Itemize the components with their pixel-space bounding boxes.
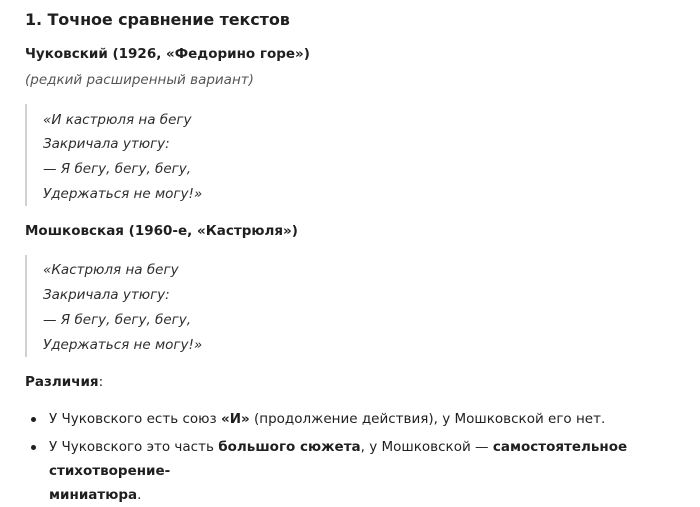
list-item <box>25 407 675 431</box>
quote-line: «И кастрюля на бегу <box>43 112 192 128</box>
chukovsky-heading: Чуковский (1926, «Федорино горе») <box>25 46 310 62</box>
differences-heading <box>25 373 103 391</box>
quote-line: Закричала утюгу: <box>43 287 170 303</box>
quote-line: Закричала утюгу: <box>43 136 170 152</box>
moshkovskaya-quote <box>25 255 667 357</box>
section-title: 1. Точное сравнение текстов <box>25 10 290 29</box>
list-item-bold: миниатюра <box>49 487 138 503</box>
list-item-text: , у Мошковской — <box>360 439 493 455</box>
list-item-text: (продолжение действия), у Мошковской его нет. <box>249 411 606 427</box>
differences-heading-colon: : <box>98 374 104 390</box>
quote-line: — Я бегу, бегу, бегу, <box>43 161 192 177</box>
list-item-bold: большого сюжета <box>218 439 361 455</box>
quote-line: Удержаться не могу!» <box>43 186 203 202</box>
differences-heading-text: Различия <box>25 374 99 390</box>
list-item-bold: самостоятельное стихотворение- <box>49 439 628 479</box>
list-item-text: У Чуковского это часть <box>49 439 219 455</box>
chukovsky-note: (редкий расширенный вариант) <box>25 72 254 88</box>
list-item-bold: «И» <box>220 411 250 427</box>
quote-line: Удержаться не могу!» <box>43 337 203 353</box>
list-item <box>25 435 675 507</box>
chukovsky-quote <box>25 104 667 206</box>
moshkovskaya-heading: Мошковская (1960-е, «Кастрюля») <box>25 223 298 239</box>
bullet-icon <box>31 445 36 450</box>
quote-line: — Я бегу, бегу, бегу, <box>43 312 192 328</box>
list-item-text: . <box>137 487 142 503</box>
quote-line: «Кастрюля на бегу <box>43 262 179 278</box>
list-item-text: У Чуковского есть союз <box>49 411 221 427</box>
bullet-icon <box>31 417 36 422</box>
